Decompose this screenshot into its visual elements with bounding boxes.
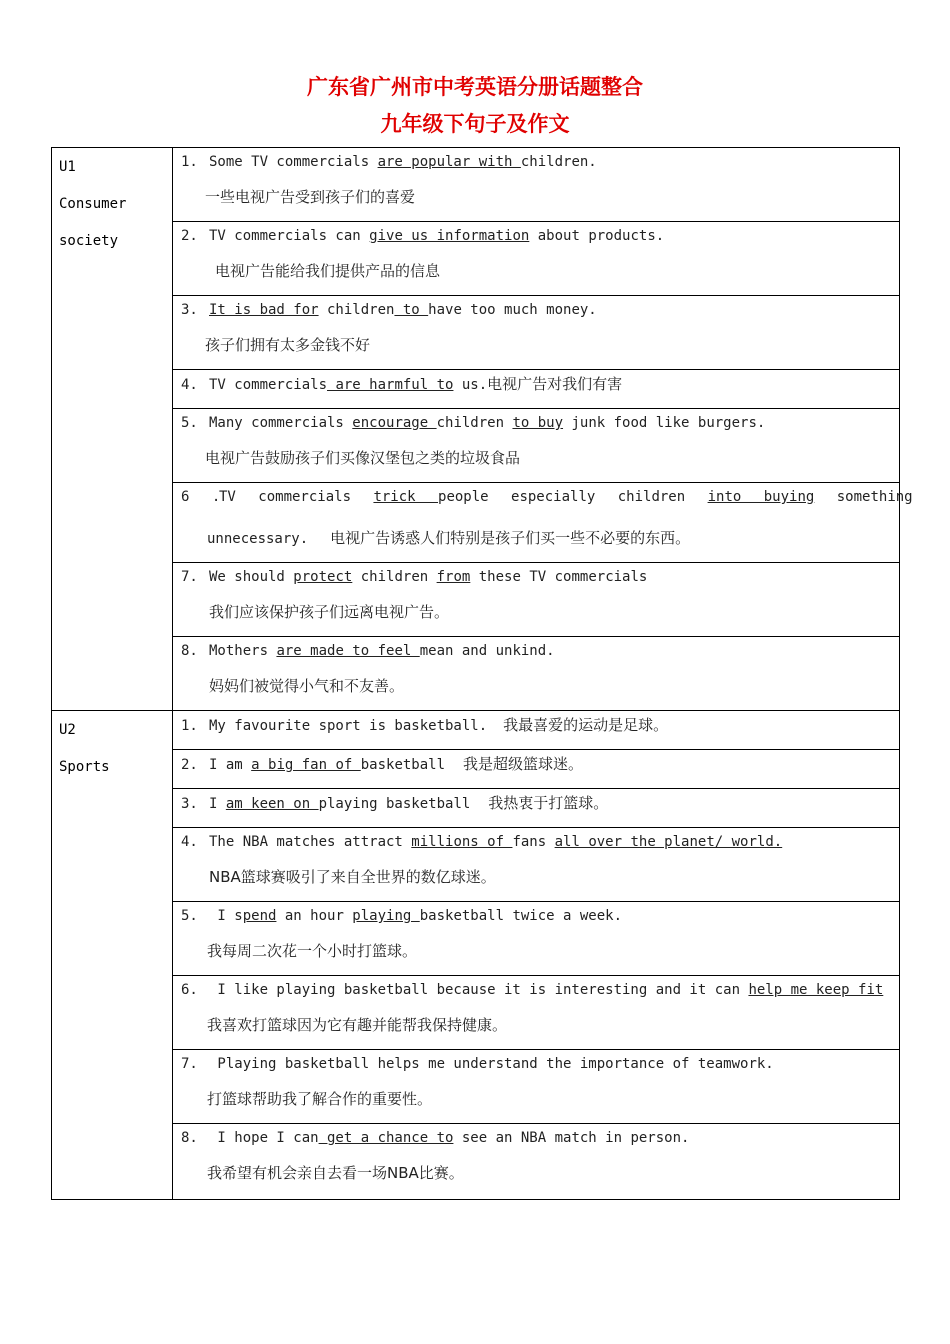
sentence-text: unnecessary. <box>207 531 309 547</box>
unit-cell <box>52 711 173 1200</box>
sentence-cell <box>173 637 900 711</box>
sentence-text: an hour <box>276 908 353 924</box>
sentence-text: about products. <box>529 228 665 244</box>
sentence-text: fans <box>512 834 555 850</box>
sentence-text: children. <box>520 154 597 170</box>
sentence-text: have too much money. <box>428 302 597 318</box>
table-row <box>52 296 900 370</box>
sentence-cell <box>173 711 900 750</box>
sentence-cell <box>173 976 900 1050</box>
item-number: 1. <box>181 718 198 734</box>
sentence-cell <box>173 483 913 563</box>
item-number: 7. <box>181 569 198 585</box>
item-number: 2. <box>181 757 198 773</box>
item-number: 6 . <box>181 489 221 505</box>
sentence-text: people especially children <box>438 489 708 505</box>
item-number: 3. <box>181 796 198 812</box>
item-number: 5. <box>181 415 198 431</box>
sentence-text: I am <box>209 757 252 773</box>
sentence-cell <box>173 222 900 296</box>
translation-text: NBA篮球赛吸引了来自全世界的数亿球迷。 <box>209 868 496 886</box>
item-number: 2. <box>181 228 198 244</box>
sentence-text: see an NBA match in person. <box>453 1130 690 1146</box>
translation-text: 我们应该保护孩子们远离电视广告。 <box>209 603 450 621</box>
document-title: 广东省广州市中考英语分册话题整合 <box>307 75 643 99</box>
sentence-text: basketball twice a week. <box>419 908 623 924</box>
unit-name: Consumer <box>59 196 127 212</box>
sentence-text: these TV commercials <box>470 569 648 585</box>
key-phrase: a big fan of <box>251 757 361 773</box>
key-phrase: all over the planet/ world. <box>554 834 783 850</box>
unit-code: U1 <box>59 159 76 175</box>
sentence-text: Mothers <box>209 643 277 659</box>
key-phrase: into buying <box>707 489 815 505</box>
key-phrase: are popular with <box>377 154 521 170</box>
sentence-cell <box>173 828 900 902</box>
sentence-table <box>51 147 913 1200</box>
sentence-text: I <box>209 796 226 812</box>
sentence-cell <box>173 750 900 789</box>
sentence-text: We should <box>209 569 294 585</box>
sentence-cell <box>173 789 900 828</box>
translation-text: 我是超级篮球迷。 <box>463 755 584 773</box>
table-row <box>52 976 900 1050</box>
sentence-cell <box>173 1050 900 1124</box>
table-row <box>52 902 900 976</box>
table-row <box>52 789 900 828</box>
table-row <box>52 409 900 483</box>
key-phrase: millions of <box>411 834 513 850</box>
unit-cell <box>52 148 173 711</box>
sentence-text: children <box>352 569 437 585</box>
key-phrase: pend <box>242 908 277 924</box>
item-number: 6. <box>181 982 198 998</box>
sentence-cell <box>173 563 900 637</box>
key-phrase: to buy <box>512 415 564 431</box>
unit-name: society <box>59 233 119 249</box>
translation-text: 电视广告能给我们提供产品的信息 <box>215 262 441 280</box>
sentence-text: Playing basketball helps me understand the importance of teamwork. <box>209 1056 774 1072</box>
key-phrase: protect <box>293 569 353 585</box>
sentence-text: playing basketball <box>318 796 471 812</box>
item-number: 7. <box>181 1056 198 1072</box>
table-row <box>52 1124 900 1200</box>
sentence-text: TV commercials can <box>209 228 370 244</box>
key-phrase: trick <box>373 489 439 505</box>
translation-text: 电视广告鼓励孩子们买像汉堡包之类的垃圾食品 <box>205 449 521 467</box>
table-row <box>52 222 900 296</box>
key-phrase: get a chance to <box>318 1130 454 1146</box>
table-row <box>52 711 900 750</box>
sentence-text: something <box>814 489 913 505</box>
item-number: 1. <box>181 154 198 170</box>
translation-text: 妈妈们被觉得小气和不友善。 <box>209 677 405 695</box>
key-phrase: give us information <box>369 228 530 244</box>
sentence-text: us. <box>453 377 488 393</box>
translation-text: 我希望有机会亲自去看一场NBA比赛。 <box>207 1164 464 1182</box>
sentence-text: I hope I can <box>209 1130 319 1146</box>
item-number: 3. <box>181 302 198 318</box>
sentence-text: I like playing basketball because it is interesting and it can <box>209 982 749 998</box>
key-phrase: am keen on <box>225 796 319 812</box>
sentence-text: The NBA matches attract <box>209 834 412 850</box>
table-row <box>52 1050 900 1124</box>
table-row <box>52 483 900 563</box>
item-number: 4. <box>181 377 198 393</box>
table-row <box>52 370 900 409</box>
sentence-text: TV commercials <box>209 377 328 393</box>
item-number: 8. <box>181 1130 198 1146</box>
translation-text: 我每周二次花一个小时打篮球。 <box>207 942 418 960</box>
item-number: 4. <box>181 834 198 850</box>
sentence-cell <box>173 148 900 222</box>
table-row <box>52 563 900 637</box>
sentence-cell <box>173 1124 900 1200</box>
document-subtitle: 九年级下句子及作文 <box>380 112 570 136</box>
sentence-cell <box>173 902 900 976</box>
table-row <box>52 828 900 902</box>
key-phrase: encourage <box>352 415 437 431</box>
item-number: 5. <box>181 908 198 924</box>
translation-text: 我最喜爱的运动是足球。 <box>503 716 669 734</box>
translation-text: 孩子们拥有太多金钱不好 <box>205 336 371 354</box>
unit-name: Sports <box>59 759 110 775</box>
translation-text: 一些电视广告受到孩子们的喜爱 <box>205 188 416 206</box>
sentence-text: mean and unkind. <box>419 643 555 659</box>
translation-text: 我热衷于打篮球。 <box>488 794 609 812</box>
table-row <box>52 750 900 789</box>
sentence-text: junk food like burgers. <box>563 415 766 431</box>
key-phrase: help me keep fit <box>748 982 884 998</box>
sentence-text: children <box>436 415 513 431</box>
translation-text: 电视广告诱惑人们特别是孩子们买一些不必要的东西。 <box>330 529 691 547</box>
sentence-text: basketball <box>360 757 446 773</box>
key-phrase: to <box>394 302 429 318</box>
translation-text: 电视广告对我们有害 <box>487 375 623 393</box>
sentence-text: My favourite sport is basketball. <box>209 718 488 734</box>
sentence-text: Some TV commercials <box>209 154 378 170</box>
table-row <box>52 637 900 711</box>
item-number: 8. <box>181 643 198 659</box>
translation-text: 打篮球帮助我了解合作的重要性。 <box>207 1090 433 1108</box>
sentence-cell <box>173 296 900 370</box>
table-row <box>52 148 900 222</box>
unit-code: U2 <box>59 722 76 738</box>
sentence-text: TV commercials <box>219 489 374 505</box>
sentence-cell <box>173 409 900 483</box>
key-phrase: are made to feel <box>276 643 420 659</box>
key-phrase: from <box>436 569 471 585</box>
sentence-text: I s <box>209 908 243 924</box>
key-phrase: playing <box>352 908 420 924</box>
sentence-cell <box>173 370 900 409</box>
key-phrase: are harmful to <box>327 377 454 393</box>
sentence-text: children <box>318 302 395 318</box>
sentence-text: Many commercials <box>209 415 353 431</box>
key-phrase: It is bad for <box>209 302 319 318</box>
translation-text: 我喜欢打篮球因为它有趣并能帮我保持健康。 <box>207 1016 508 1034</box>
